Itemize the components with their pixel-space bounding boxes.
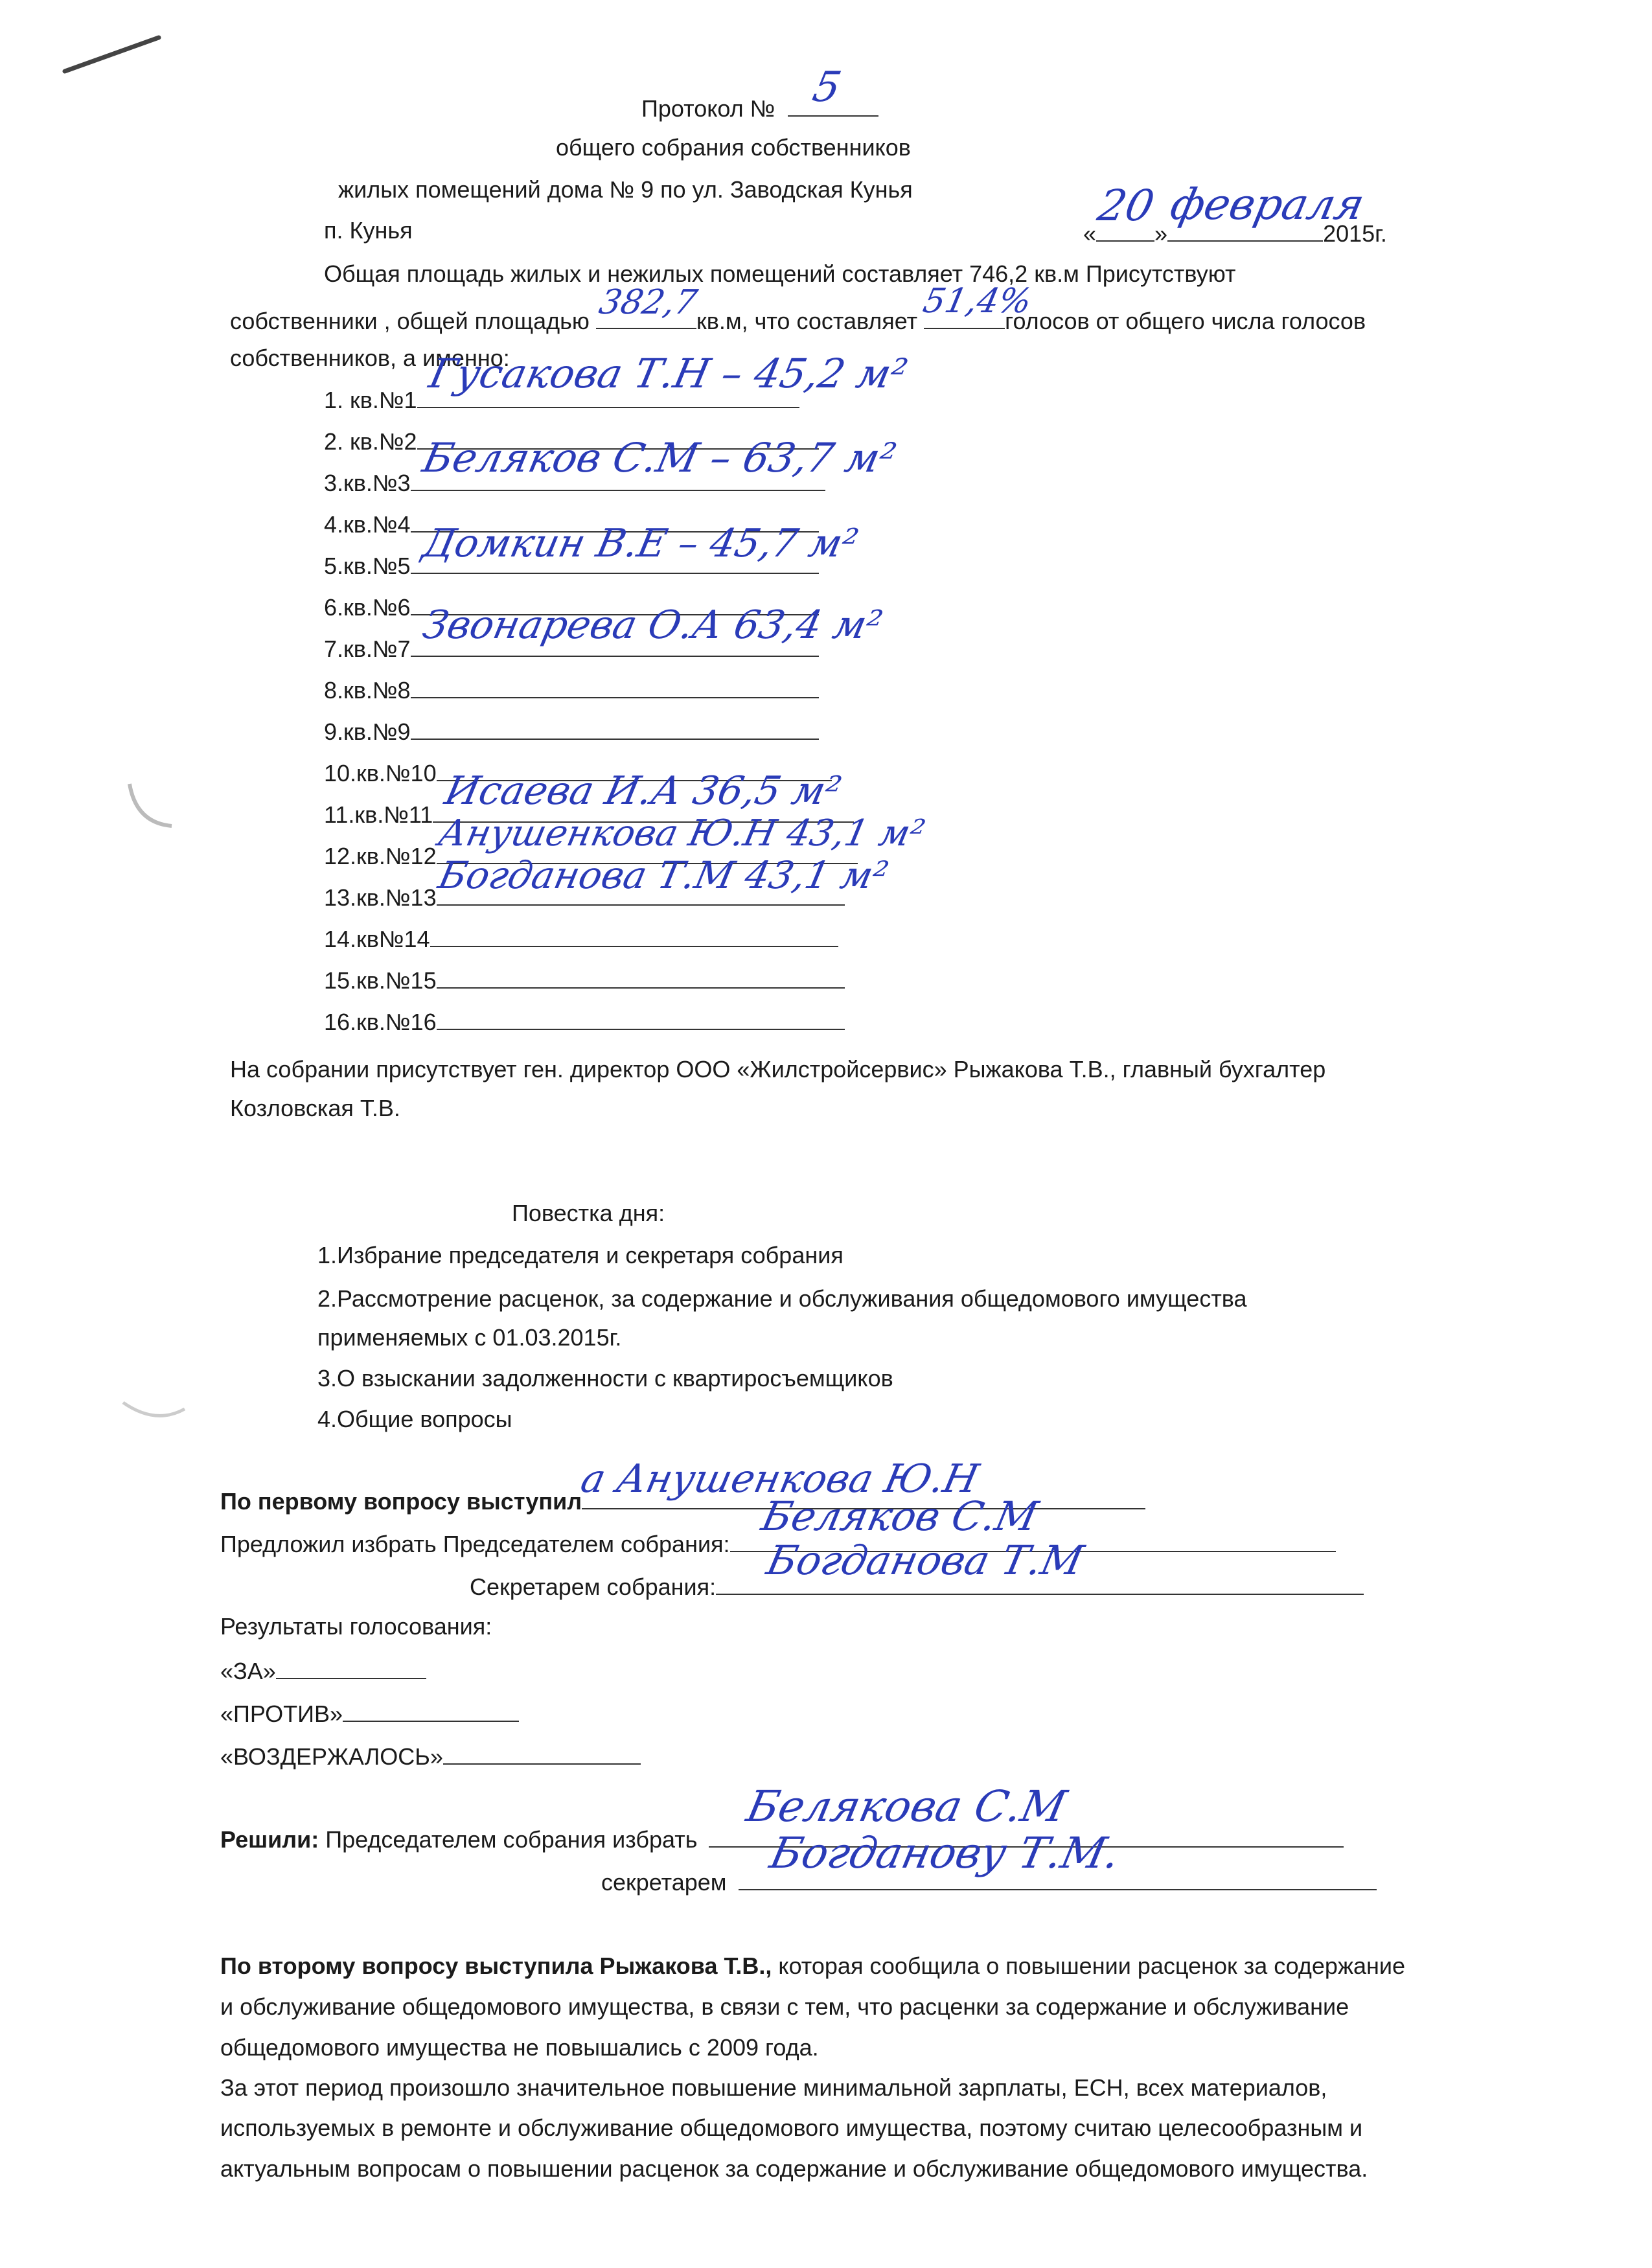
protocol-number: 5 [809, 63, 845, 111]
vote-against: «ПРОТИВ» [220, 1696, 519, 1729]
apartment-row: 4.кв.№4 [324, 507, 819, 540]
apartment-owner: Домкин В.Е – 45,7 м² [419, 521, 862, 566]
question2-line-6: актуальным вопросам о повышении расценок за содержание и обслуживание общедомового имущества. [220, 2155, 1368, 2182]
apartment-owner: Звонарева О.А 63,4 м² [419, 602, 886, 648]
punch-hole-mark [123, 777, 181, 836]
protocol-label: Протокол № [641, 95, 775, 122]
question2-line-2: и обслуживание общедомового имущества, в связи с тем, что расценки за содержание и обслуживание [220, 1993, 1349, 2020]
date-month: февраля [1165, 179, 1369, 229]
apartment-row: 10.кв.№10 [324, 755, 832, 788]
apartment-row: 7.кв.№7 Звонарева О.А 63,4 м² [324, 602, 886, 662]
agenda-title: Повестка дня: [512, 1200, 665, 1226]
apartment-row: 5.кв.№5 Домкин В.Е – 45,7 м² [324, 521, 862, 579]
vote-for: «ЗА» [220, 1653, 426, 1686]
speaker-name: а Анушенкова Ю.Н [577, 1456, 983, 1502]
question2-line-4: За этот период произошло значительное повышение минимальной зарплаты, ЕСН, всех материалов, [220, 2074, 1327, 2101]
results-label: Результаты голосования: [220, 1613, 492, 1640]
apartment-owner: Богданова Т.М 43,1 м² [434, 853, 892, 897]
apartment-row: 14.кв№14 [324, 921, 838, 954]
question2-line-1: По второму вопросу выступила Рыжакова Т.В., которая сообщила о повышении расценок за содержание [220, 1953, 1406, 1979]
apartment-row: 1. кв.№1 Гусакова Т.Н – 45,2 м² [324, 350, 912, 413]
vote-abstain: «ВОЗДЕРЖАЛОСЬ» [220, 1739, 641, 1772]
date-day-field [1093, 181, 1159, 242]
protocol-number-field [788, 63, 878, 117]
apartment-row: 12.кв.№12 Анушенкова Ю.Н 43,1 м² [324, 812, 929, 869]
apartment-row: 3.кв.№3 Беляков С.М – 63,7 м² [324, 434, 901, 496]
agenda-item: применяемых с 01.03.2015г. [317, 1324, 622, 1351]
intro-line-1: Общая площадь жилых и нежилых помещений составляет 746,2 кв.м Присутствуют [324, 260, 1236, 287]
question1-speaker: По первому вопросу выступил а Анушенкова Ю.Н [220, 1483, 1145, 1517]
agenda-item: 4.Общие вопросы [317, 1406, 512, 1432]
apartment-owner: Гусакова Т.Н – 45,2 м² [424, 350, 912, 397]
attendance-line-2: Козловская Т.В. [230, 1095, 400, 1121]
percent-field [919, 282, 1035, 329]
punch-hole-mark [117, 1393, 194, 1432]
question1-secretary: Секретарем собрания: Богданова Т.М [470, 1569, 1364, 1602]
apartment-row: 9.кв.№9 [324, 714, 819, 747]
decision1-secretary: секретарем Богданову Т.М. [601, 1864, 1377, 1897]
question2-line-3: общедомового имущества не повышались с 2009 года. [220, 2034, 819, 2061]
apartment-row: 11.кв.№11 Исаева И.А 36,5 м² [324, 797, 854, 830]
apartment-row: 13.кв.№13 Богданова Т.М 43,1 м² [324, 853, 892, 911]
chair-name: Беляков С.М [757, 1493, 1042, 1540]
question1-chair: Предложил избрать Председателем собрания: Беляков С.М [220, 1526, 1336, 1559]
question2-line-5: используемых в ремонте и обслуживание общедомового имущества, поэтому считаю целесообразным и [220, 2114, 1363, 2141]
apartment-row: 2. кв.№2 [324, 424, 819, 457]
agenda-item: 2.Рассмотрение расценок, за содержание и обслуживания общедомового имущества [317, 1285, 1247, 1312]
intro-line-2: собственники , общей площадью 382,7 кв.м, что составляет 51,4% голосов от общего числа голосов [230, 282, 1366, 334]
decision1-chair: Решили: Председателем собрания избрать Белякова С.М [220, 1822, 1344, 1855]
secretary-name: Богданова Т.М [763, 1537, 1088, 1584]
decision-chair-name: Белякова С.М [742, 1781, 1072, 1831]
area-field [595, 283, 701, 329]
date-day: 20 [1093, 181, 1159, 231]
attendance-line-1: На собрании присутствует ген. директор ООО «Жилстройсервис» Рыжакова Т.В., главный бухгалтер [230, 1056, 1326, 1082]
agenda-item: 1.Избрание председателя и секретаря собрания [317, 1242, 843, 1268]
percent-value: 51,4% [919, 282, 1035, 321]
title-line-2: общего собрания собственников [556, 134, 911, 161]
date-field: « 20 » февраля 2015г. [1083, 179, 1387, 247]
area-value: 382,7 [595, 283, 701, 322]
apartment-owner: Беляков С.М – 63,7 м² [418, 434, 901, 481]
apartment-row: 16.кв.№16 [324, 1004, 845, 1037]
apartment-row: 6.кв.№6 [324, 590, 819, 623]
decision-secretary-name: Богданову Т.М. [765, 1828, 1125, 1878]
agenda-item: 3.О взыскании задолженности с квартиросъемщиков [317, 1365, 893, 1392]
apartment-row: 8.кв.№8 [324, 672, 819, 705]
place-label: п. Кунья [324, 217, 413, 244]
apartment-owner: Анушенкова Ю.Н 43,1 м² [434, 812, 929, 854]
title-line-3: жилых помещений дома № 9 по ул. Заводская Кунья [338, 176, 913, 203]
apartment-row: 15.кв.№15 [324, 963, 845, 996]
protocol-title [641, 63, 878, 124]
apartment-owner: Исаева И.А 36,5 м² [441, 768, 846, 814]
intro-line-3: собственников, а именно: [230, 345, 510, 371]
staple-mark [62, 26, 165, 78]
